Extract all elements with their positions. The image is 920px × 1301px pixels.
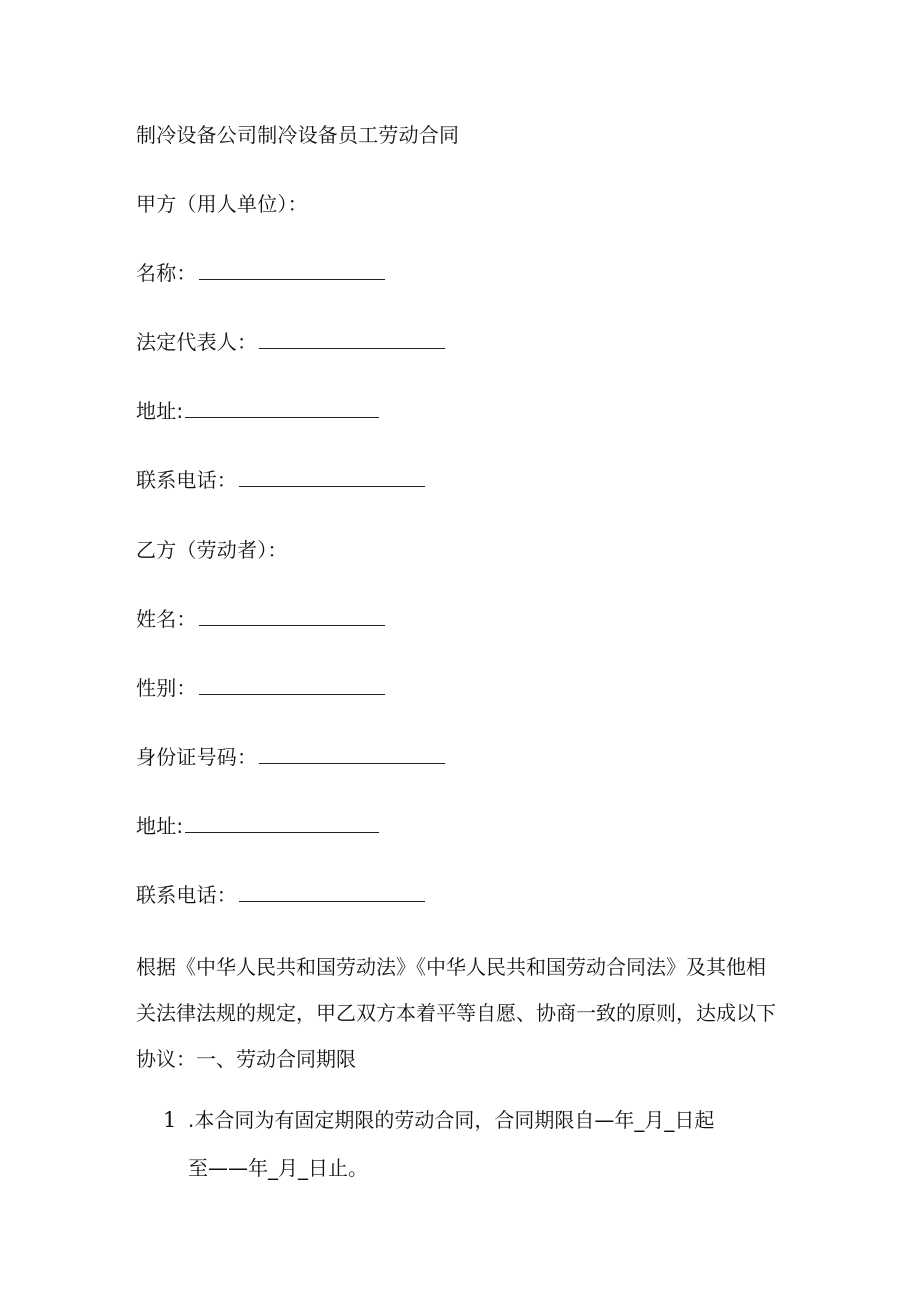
party-a-address-label: 地址: (136, 399, 184, 423)
preamble-line-3: 协议：一、劳动合同期限 (136, 1047, 356, 1071)
party-b-gender-blank (199, 674, 385, 695)
document-title: 制冷设备公司制冷设备员工劳动合同 (136, 123, 460, 147)
party-b-address-row (136, 812, 379, 840)
party-a-address-row (136, 397, 379, 425)
party-b-phone-row (136, 881, 425, 909)
party-b-heading: 乙方（劳动者）： (136, 538, 288, 562)
party-b-id-label: 身份证号码： (136, 745, 258, 769)
party-a-phone-row (136, 466, 425, 494)
party-a-name-label: 名称： (136, 261, 197, 285)
party-b-phone-label: 联系电话： (136, 883, 237, 907)
clause-1-line-1: .本合同为有固定期限的劳动合同，合同期限自—年_月_日起 (188, 1108, 715, 1132)
preamble-line-1: 根据《中华人民共和国劳动法》《中华人民共和国劳动合同法》及其他相 (136, 955, 766, 979)
party-a-address-blank (185, 397, 379, 418)
party-a-name-blank (199, 259, 385, 280)
preamble-line-2: 关法律法规的规定，甲乙双方本着平等自愿、协商一致的原则，达成以下 (136, 1001, 776, 1025)
party-a-rep-label: 法定代表人： (136, 330, 258, 354)
party-a-rep-blank (259, 328, 445, 349)
party-a-phone-label: 联系电话： (136, 468, 237, 492)
party-b-phone-blank (239, 881, 425, 902)
party-b-address-label: 地址: (136, 814, 184, 838)
party-a-name-row (136, 259, 385, 287)
party-a-rep-row (136, 328, 445, 356)
clause-1-number: 1 (163, 1108, 177, 1132)
party-a-heading: 甲方（用人单位）： (136, 192, 308, 216)
clause-1-line-2: 至——年_月_日止。 (188, 1156, 368, 1180)
party-b-address-blank (185, 812, 379, 833)
party-b-name-label: 姓名： (136, 607, 197, 631)
party-a-phone-blank (239, 466, 425, 487)
preamble-paragraph (136, 944, 786, 1082)
party-b-name-row (136, 605, 385, 633)
party-b-name-blank (199, 605, 385, 626)
party-b-id-blank (259, 743, 445, 764)
party-b-gender-row (136, 674, 385, 702)
party-b-id-row (136, 743, 445, 771)
party-b-gender-label: 性别： (136, 676, 197, 700)
